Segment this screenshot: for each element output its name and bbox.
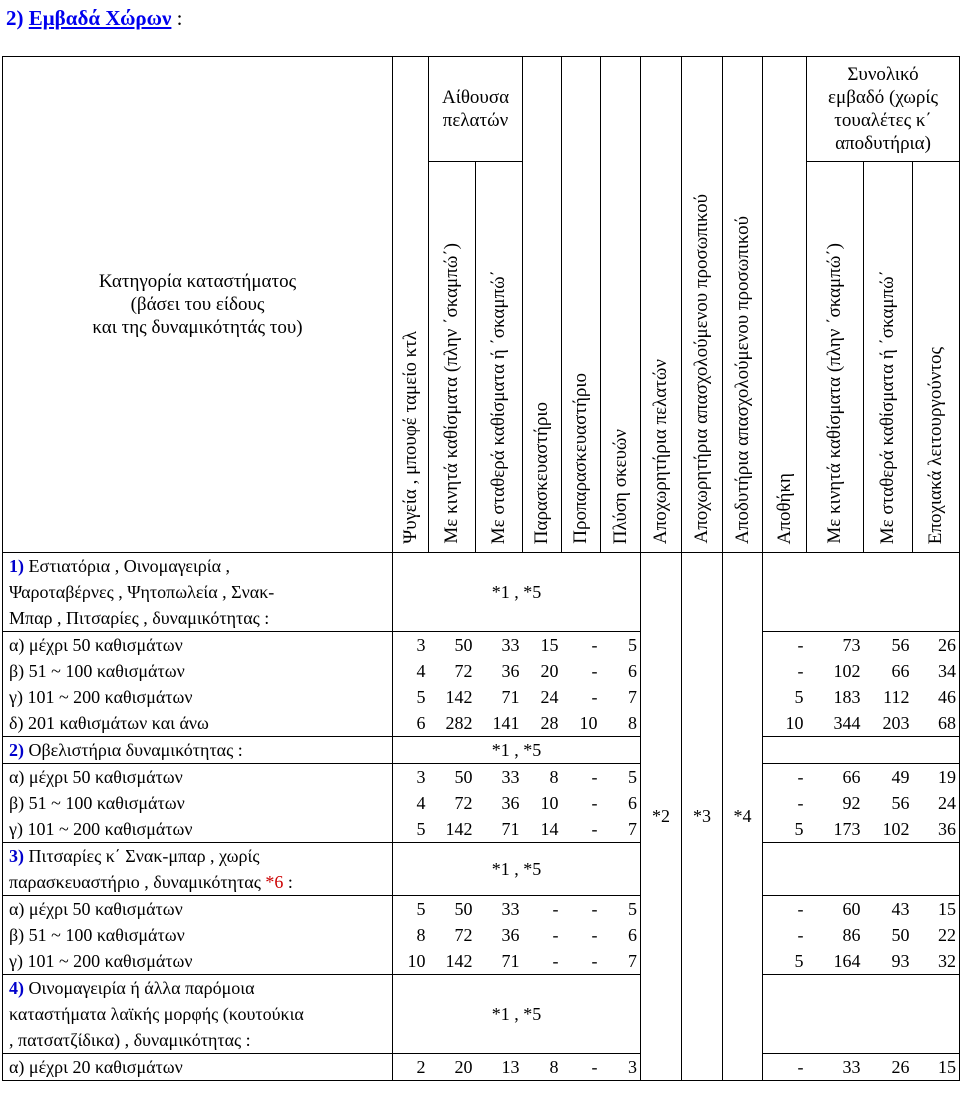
table-cell: 15: [913, 1054, 960, 1081]
section-title-line: 4) Οινομαγειρία ή άλλα παρόμοια: [9, 978, 255, 998]
header-category: [3, 57, 393, 553]
section-blank: [763, 737, 960, 764]
header-category-line: Κατηγορία καταστήματος: [98, 271, 297, 292]
table-cell: 7: [601, 684, 641, 710]
section-blank: [763, 975, 960, 1054]
table-row: [3, 658, 960, 684]
table-cell: 5: [763, 816, 807, 843]
table-cell: -: [591, 819, 598, 839]
table-cell: 164: [833, 951, 861, 971]
section-title-line: 2) Οβελιστήρια δυναμικότητας :: [9, 740, 243, 760]
section-title-line: παρασκευαστήριο , δυναμικότητας *6 :: [9, 872, 293, 892]
table-cell: 3: [393, 764, 429, 791]
table-cell: 22: [913, 922, 960, 948]
table-cell: 28: [540, 713, 559, 733]
table-cell: 10: [579, 713, 598, 733]
header-category-line: και της δυναμικότητάς του): [92, 317, 303, 338]
section-blank: [763, 843, 960, 896]
table-cell: 20: [429, 1054, 476, 1081]
table-cell: 36: [501, 793, 520, 813]
note-n4: *4: [723, 553, 763, 1081]
table-cell: -: [591, 687, 598, 707]
section-number: 2): [9, 740, 24, 760]
table-cell: 56: [864, 632, 913, 659]
row-label: γ) 101 ~ 200 καθισμάτων: [3, 684, 393, 710]
section-notes: *1 , *5: [393, 975, 641, 1054]
table-cell: 6: [393, 710, 429, 737]
section-title-line: 1) Εστιατόρια , Οινομαγειρία ,: [9, 556, 231, 576]
section-notes: *1 , *5: [393, 553, 641, 632]
table-cell: -: [591, 793, 598, 813]
table-cell: -: [591, 951, 598, 971]
header-dishwash: Πλύση σκευών: [601, 57, 641, 553]
table-cell: 102: [882, 819, 910, 839]
section-title: [3, 843, 393, 896]
row-label: γ) 101 ~ 200 καθισμάτων: [3, 816, 393, 843]
section-title-line: Μπαρ , Πιτσαρίες , δυναμικότητας :: [9, 608, 270, 628]
table-cell: 49: [864, 764, 913, 791]
section-heading: [6, 6, 183, 30]
heading-number: 2): [6, 6, 24, 30]
table-cell: 6: [601, 658, 641, 684]
row-label: α) μέχρι 50 καθισμάτων: [3, 764, 393, 791]
table-cell: -: [763, 764, 807, 791]
section-row: [3, 975, 960, 1054]
header-total-area: Συνολικό εμβαδό (χωρίς τουαλέτες κ΄ αποδυτήρια): [807, 57, 960, 162]
section-row: [3, 843, 960, 896]
header-total-movable: Με κινητά καθίσματα (πλην ΄σκαμπώ΄): [807, 162, 864, 553]
header-total-seasonal: Εποχιακά λειτουργούντος: [913, 162, 960, 553]
table-cell: 93: [891, 951, 910, 971]
note-n3: *3: [682, 553, 723, 1081]
table-cell: 33: [476, 764, 523, 791]
table-cell: 142: [445, 687, 473, 707]
table-cell: 5: [601, 896, 641, 923]
table-cell: 5: [393, 684, 429, 710]
table-cell: 66: [807, 764, 864, 791]
table-cell: 56: [891, 793, 910, 813]
header-customer-hall: Αίθουσα πελατών: [429, 57, 523, 162]
table-row: [3, 790, 960, 816]
table-cell: 72: [454, 925, 473, 945]
table-cell: 5: [763, 684, 807, 710]
table-cell: 112: [883, 687, 910, 707]
table-cell: 5: [601, 764, 641, 791]
table-cell: 50: [429, 896, 476, 923]
table-row: [3, 896, 960, 923]
table-row: [3, 922, 960, 948]
table-cell: 8: [601, 710, 641, 737]
table-cell: 32: [913, 948, 960, 975]
table-cell: -: [591, 661, 598, 681]
table-cell: 86: [842, 925, 861, 945]
table-cell: 5: [601, 632, 641, 659]
table-cell: 43: [864, 896, 913, 923]
section-number: 3): [9, 846, 24, 866]
section-title: [3, 737, 393, 764]
header-hall-fixed: Με σταθερά καθίσματα ή ΄σκαμπώ΄: [476, 162, 523, 553]
table-cell: 19: [913, 764, 960, 791]
table-cell: -: [562, 1054, 601, 1081]
table-cell: 10: [393, 948, 429, 975]
row-label: α) μέχρι 50 καθισμάτων: [3, 632, 393, 659]
section-footnote: *6: [265, 872, 284, 892]
table-cell: 141: [492, 713, 520, 733]
table-cell: 36: [913, 816, 960, 843]
table-row: [3, 684, 960, 710]
section-title-line: , πατσατζίδικα) , δυναμικότητας :: [9, 1030, 251, 1050]
table-cell: 24: [540, 687, 559, 707]
table-cell: 14: [540, 819, 559, 839]
row-label: α) μέχρι 20 καθισμάτων: [3, 1054, 393, 1081]
table-row: [3, 1054, 960, 1081]
header-customer-wc: Αποχωρητήρια πελατών: [641, 57, 682, 553]
table-row: [3, 816, 960, 843]
section-number: 1): [9, 556, 24, 576]
table-cell: 33: [476, 896, 523, 923]
table-cell: 71: [501, 819, 520, 839]
table-cell: 142: [445, 819, 473, 839]
table-cell: 102: [833, 661, 861, 681]
table-cell: -: [763, 1054, 807, 1081]
note-n2: *2: [641, 553, 682, 1081]
row-label: β) 51 ~ 100 καθισμάτων: [3, 922, 393, 948]
table-cell: 8: [523, 1054, 562, 1081]
table-cell: 20: [540, 661, 559, 681]
table-row: [3, 948, 960, 975]
table-cell: 72: [454, 661, 473, 681]
table-cell: -: [763, 658, 807, 684]
section-title: [3, 553, 393, 632]
table-cell: 50: [891, 925, 910, 945]
table-row: [3, 764, 960, 791]
table-row: [3, 710, 960, 737]
table-cell: 5: [393, 816, 429, 843]
table-cell: 6: [601, 922, 641, 948]
table-cell: 33: [807, 1054, 864, 1081]
section-notes: *1 , *5: [393, 843, 641, 896]
table-cell: 344: [833, 713, 861, 733]
table-cell: 183: [833, 687, 861, 707]
table-cell: 15: [523, 632, 562, 659]
area-table: [2, 56, 960, 1081]
table-cell: 5: [393, 896, 429, 923]
table-cell: 2: [393, 1054, 429, 1081]
section-title: [3, 975, 393, 1054]
table-cell: 36: [501, 925, 520, 945]
table-cell: 4: [393, 658, 429, 684]
row-label: δ) 201 καθισμάτων και άνω: [3, 710, 393, 737]
table-cell: -: [562, 632, 601, 659]
table-cell: 26: [864, 1054, 913, 1081]
area-table-body: [3, 553, 960, 1081]
table-cell: 6: [601, 790, 641, 816]
header-kitchen: Παρασκευαστήριο: [523, 57, 562, 553]
header-category-line: (βάσει του είδους: [130, 294, 265, 315]
table-cell: 60: [807, 896, 864, 923]
heading-colon: :: [176, 6, 183, 30]
table-cell: 66: [891, 661, 910, 681]
table-cell: 36: [501, 661, 520, 681]
row-label: α) μέχρι 50 καθισμάτων: [3, 896, 393, 923]
table-cell: 92: [842, 793, 861, 813]
table-cell: -: [552, 925, 559, 945]
table-cell: 71: [501, 687, 520, 707]
header-staff-locker: Αποδυτήρια απασχολούμενου προσωπικού: [723, 57, 763, 553]
table-cell: 7: [601, 816, 641, 843]
table-cell: -: [562, 896, 601, 923]
table-cell: 73: [807, 632, 864, 659]
section-notes: *1 , *5: [393, 737, 641, 764]
table-cell: -: [763, 790, 807, 816]
header-total-fixed: Με σταθερά καθίσματα ή ΄σκαμπώ΄: [864, 162, 913, 553]
row-label: β) 51 ~ 100 καθισμάτων: [3, 790, 393, 816]
table-cell: 282: [445, 713, 473, 733]
table-cell: 24: [913, 790, 960, 816]
table-cell: 72: [454, 793, 473, 813]
table-cell: 33: [476, 632, 523, 659]
table-cell: 26: [913, 632, 960, 659]
table-cell: 3: [601, 1054, 641, 1081]
table-cell: 34: [913, 658, 960, 684]
section-number: 4): [9, 978, 24, 998]
section-row: [3, 553, 960, 632]
table-cell: 71: [501, 951, 520, 971]
table-cell: -: [763, 632, 807, 659]
table-cell: 46: [913, 684, 960, 710]
table-cell: 3: [393, 632, 429, 659]
table-row: [3, 632, 960, 659]
heading-title-link[interactable]: Εμβαδά Χώρων: [28, 6, 172, 30]
table-cell: -: [591, 925, 598, 945]
table-cell: 50: [429, 764, 476, 791]
table-cell: -: [562, 764, 601, 791]
table-cell: -: [763, 896, 807, 923]
row-label: γ) 101 ~ 200 καθισμάτων: [3, 948, 393, 975]
table-cell: 142: [445, 951, 473, 971]
header-hall-movable: Με κινητά καθίσματα (πλην ΄σκαμπώ΄): [429, 162, 476, 553]
table-cell: 7: [601, 948, 641, 975]
table-cell: 5: [763, 948, 807, 975]
table-cell: 15: [913, 896, 960, 923]
table-cell: 10: [763, 710, 807, 737]
section-blank: [763, 553, 960, 632]
table-cell: 8: [523, 764, 562, 791]
table-cell: 50: [429, 632, 476, 659]
table-cell: 8: [393, 922, 429, 948]
section-row: [3, 737, 960, 764]
table-cell: 10: [540, 793, 559, 813]
table-cell: -: [552, 951, 559, 971]
section-title-line: 3) Πιτσαρίες κ΄ Σνακ-μπαρ , χωρίς: [9, 846, 260, 866]
header-staff-wc: Αποχωρητήρια απασχολούμενου προσωπικού: [682, 57, 723, 553]
header-fridges: Ψυγεία , μπουφέ ταμείο κτλ: [393, 57, 429, 553]
section-title-line: καταστήματα λαϊκής μορφής (κουτούκια: [9, 1004, 304, 1024]
table-cell: 13: [476, 1054, 523, 1081]
header-prep: Προπαρασκευαστήριο: [562, 57, 601, 553]
table-cell: -: [523, 896, 562, 923]
table-cell: 203: [882, 713, 910, 733]
section-title-line: Ψαροταβέρνες , Ψητοπωλεία , Σνακ-: [9, 582, 275, 602]
row-label: β) 51 ~ 100 καθισμάτων: [3, 658, 393, 684]
table-cell: 173: [833, 819, 861, 839]
table-cell: -: [763, 922, 807, 948]
table-cell: 68: [913, 710, 960, 737]
header-storage: Αποθήκη: [763, 57, 807, 553]
table-cell: 4: [393, 790, 429, 816]
